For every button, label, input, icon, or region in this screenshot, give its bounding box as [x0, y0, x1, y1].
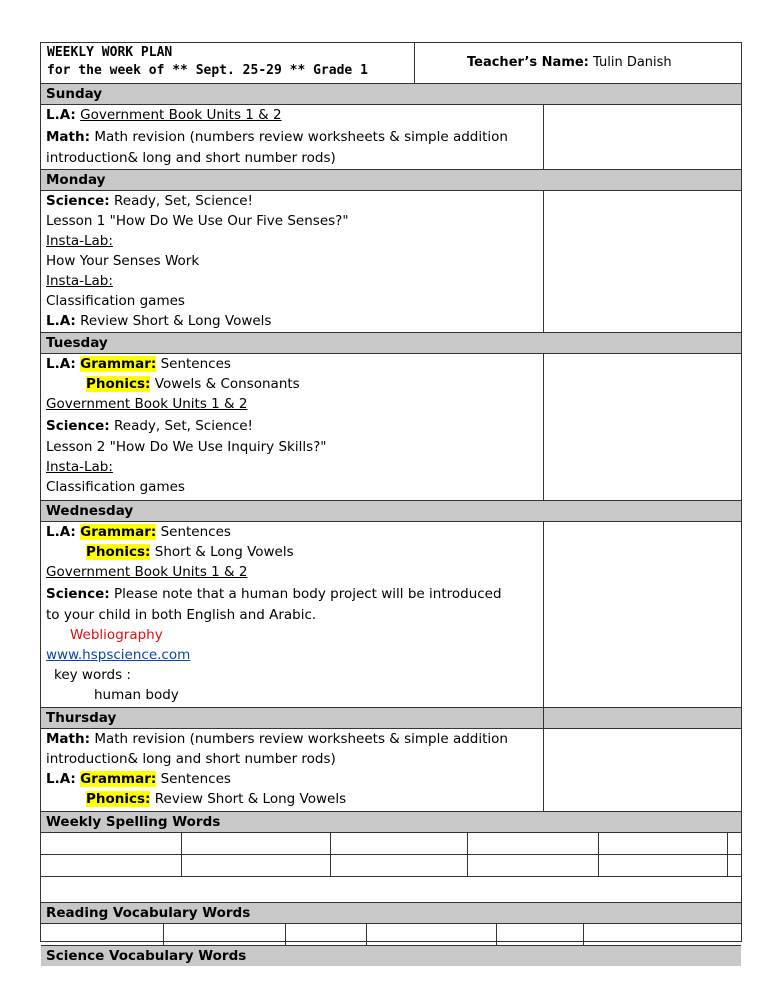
grammar-text: Sentences	[160, 524, 231, 540]
insta-lab-label: Insta-Lab:	[46, 459, 113, 475]
science-label: Science:	[46, 585, 110, 602]
thursday-section	[41, 729, 741, 812]
phonics-label: Phonics:	[86, 791, 151, 807]
grammar-label: Grammar:	[80, 356, 157, 372]
header	[41, 43, 741, 84]
grammar-text: Sentences	[160, 356, 231, 372]
la-label: L.A:	[46, 524, 76, 540]
plan-title: WEEKLY WORK PLAN	[47, 45, 173, 60]
insta-lab-text: Classification games	[46, 293, 185, 309]
wednesday-section	[41, 522, 741, 708]
la-text: Review Short & Long Vowels	[80, 313, 272, 329]
day-header-tuesday: Tuesday	[41, 333, 741, 354]
keywords-label: key words :	[54, 667, 131, 683]
grammar-label: Grammar:	[80, 524, 157, 540]
math-text-2: introduction& long and short number rods)	[46, 150, 336, 166]
insta-lab-text: Classification games	[46, 479, 185, 495]
weekly-plan-sheet	[40, 42, 742, 964]
science-text: Please note that a human body project will be introduced	[113, 585, 502, 602]
insta-lab-label: Insta-Lab:	[46, 233, 113, 249]
la-label: L.A:	[46, 107, 76, 123]
la-label: L.A:	[46, 771, 76, 787]
tuesday-section	[41, 354, 741, 501]
spelling-header: Weekly Spelling Words	[41, 812, 741, 833]
reading-row	[41, 924, 741, 946]
plan-title-cell	[41, 43, 415, 83]
spelling-row-1	[41, 833, 741, 855]
science-text: Ready, Set, Science!	[113, 193, 253, 209]
science-text-2: to your child in both English and Arabic.	[46, 607, 317, 623]
math-label: Math:	[46, 731, 91, 747]
la-label: L.A:	[46, 313, 76, 329]
phonics-text: Review Short & Long Vowels	[154, 791, 347, 807]
math-text: Math revision (numbers review worksheets & simple addition	[94, 731, 508, 747]
math-label: Math:	[46, 128, 91, 145]
spelling-row-2	[41, 855, 741, 877]
science-vocab-header: Science Vocabulary Words	[41, 946, 741, 966]
gov-book: Government Book Units 1 & 2	[80, 107, 282, 123]
sunday-section	[41, 105, 741, 170]
reading-header: Reading Vocabulary Words	[41, 903, 741, 924]
phonics-label: Phonics:	[86, 544, 151, 560]
teacher-name: Tulin Danish	[593, 55, 672, 70]
phonics-text: Short & Long Vowels	[154, 544, 294, 560]
grammar-label: Grammar:	[80, 771, 157, 787]
math-text-2: introduction& long and short number rods)	[46, 751, 336, 767]
science-text: Ready, Set, Science!	[113, 417, 253, 434]
insta-lab-text: How Your Senses Work	[46, 253, 200, 269]
grammar-text: Sentences	[160, 771, 231, 787]
teacher-label: Teacher’s Name:	[467, 55, 589, 70]
lesson-text: Lesson 1 "How Do We Use Our Five Senses?"	[46, 213, 349, 229]
day-header-thursday	[41, 708, 741, 729]
webliography-label: Webliography	[70, 627, 163, 643]
keyword-item: human body	[94, 687, 179, 703]
day-header-wednesday: Wednesday	[41, 501, 741, 522]
day-header-sunday: Sunday	[41, 84, 741, 105]
gov-book: Government Book Units 1 & 2	[46, 396, 248, 412]
phonics-label: Phonics:	[86, 376, 151, 392]
hspscience-link[interactable]: www.hspscience.com	[46, 647, 191, 663]
la-label: L.A:	[46, 356, 76, 372]
phonics-text: Vowels & Consonants	[154, 376, 300, 392]
day-header-monday: Monday	[41, 170, 741, 191]
spelling-spacer	[41, 877, 741, 903]
gov-book: Government Book Units 1 & 2	[46, 564, 248, 580]
thursday-label: Thursday	[41, 708, 544, 728]
lesson-text: Lesson 2 "How Do We Use Inquiry Skills?"	[46, 439, 327, 455]
monday-section	[41, 191, 741, 333]
teacher-cell	[415, 43, 741, 83]
math-text: Math revision (numbers review worksheets & simple addition	[94, 128, 508, 145]
week-line: for the week of ** Sept. 25-29 ** Grade 1	[47, 63, 368, 78]
science-label: Science:	[46, 417, 110, 434]
insta-lab-label: Insta-Lab:	[46, 273, 113, 289]
science-label: Science:	[46, 193, 110, 209]
